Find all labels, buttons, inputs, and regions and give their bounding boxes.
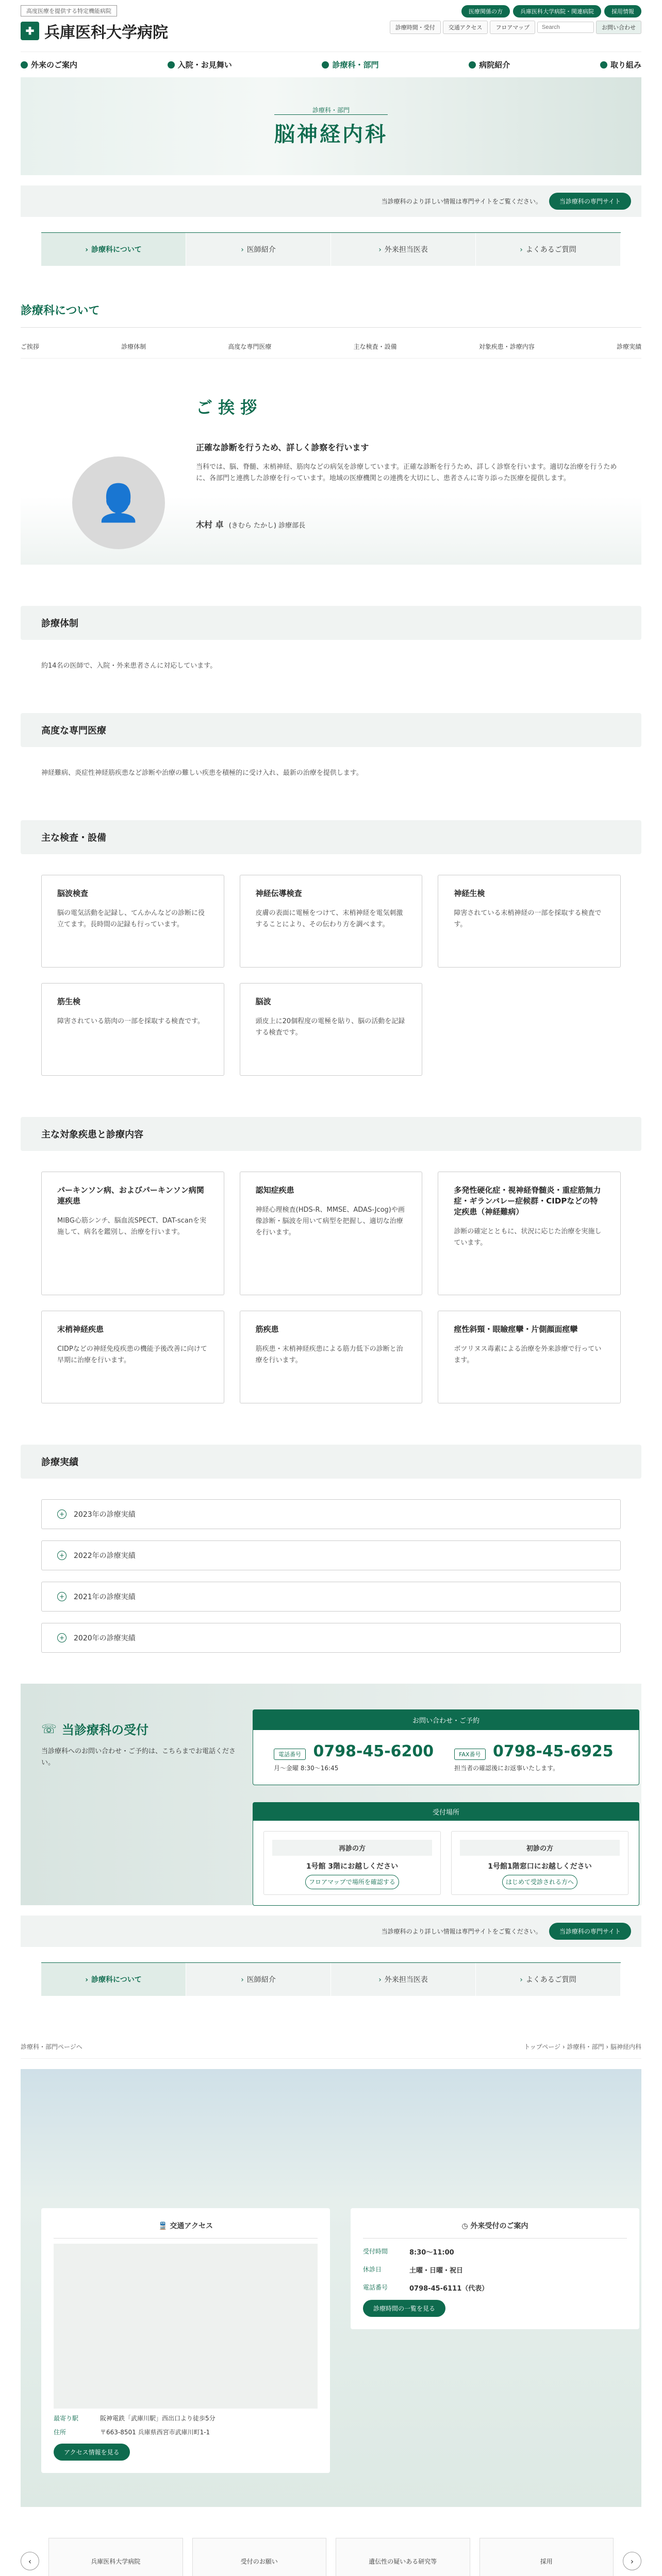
pill-related[interactable]: 兵庫医科大学病院・関連病院	[513, 5, 601, 18]
fax-label: FAX番号	[454, 1749, 485, 1760]
first-visit-button[interactable]: はじめて受診される方へ	[502, 1875, 577, 1889]
plus-icon: +	[57, 1510, 67, 1519]
card-text: ボツリヌス毒素による治療を外来診療で行っています。	[454, 1345, 602, 1364]
next-arrow-icon[interactable]: ›	[623, 2552, 641, 2570]
greeting-lead: 正確な診断を行うため、詳しく診察を行います	[196, 443, 369, 452]
anchor-system[interactable]: 診療体制	[121, 343, 146, 350]
person-icon: 👤	[96, 481, 141, 524]
disease-cards	[41, 1172, 621, 1403]
disease-card	[240, 1172, 423, 1295]
crumb-home[interactable]: トップページ	[524, 2043, 561, 2050]
hours-label: 休診日	[363, 2266, 382, 2273]
section-bar-results: 診療実績	[21, 1445, 641, 1479]
chevron-right-icon: ›	[520, 1976, 523, 1984]
access-button[interactable]: アクセス情報を見る	[54, 2444, 130, 2461]
greeting-signature	[196, 518, 305, 530]
brand-tagline: 高度医療を提供する特定機能病院	[21, 5, 117, 16]
results-2022[interactable]	[41, 1540, 621, 1570]
tab-label: 医師紹介	[246, 1976, 276, 1984]
access-value: 阪神電鉄「武庫川駅」西出口より徒歩5分	[100, 2415, 216, 2422]
disease-card	[438, 1311, 621, 1403]
card-title: 脳波	[255, 997, 271, 1006]
chevron-right-icon: ›	[378, 246, 382, 254]
tab-about[interactable]	[41, 1963, 186, 1996]
results-2021[interactable]	[41, 1582, 621, 1612]
first-visit-col	[451, 1831, 628, 1895]
fax-note: 担当者の確認後にお返事いたします。	[454, 1765, 559, 1772]
disease-card	[41, 1172, 224, 1295]
reception-title	[41, 1720, 237, 1738]
specialty-site-text: 当診療科のより詳しい情報は専門サイトをご覧ください。	[381, 1928, 542, 1935]
banner-item[interactable]: 受付のお願い	[192, 2538, 327, 2576]
banner-item[interactable]: 兵庫医科大学病院	[48, 2538, 183, 2576]
tel-hours: 月〜金曜 8:30〜16:45	[274, 1765, 339, 1772]
anchor-nav	[21, 342, 641, 359]
tab-label: 外来担当医表	[384, 1976, 428, 1984]
card-text: 診断の確定とともに、状況に応じた治療を実施しています。	[454, 1228, 602, 1247]
card-title: 認知症疾患	[255, 1185, 294, 1195]
util-contact[interactable]: お問い合わせ	[596, 21, 641, 34]
chevron-right-icon: ›	[241, 1976, 244, 1984]
logo-text: 兵庫医科大学病院	[44, 24, 168, 42]
card-title: パーキンソン病、およびパーキンソン病関連疾患	[57, 1185, 204, 1206]
exam-card	[41, 875, 224, 968]
gnav-outpatient[interactable]	[21, 59, 77, 70]
tab-label: よくあるご質問	[525, 1976, 576, 1984]
back-link[interactable]: 診療科・部門ページへ	[21, 2043, 82, 2050]
tab-label: よくあるご質問	[525, 246, 576, 254]
tab-label: 外来担当医表	[384, 246, 428, 254]
plus-icon: +	[57, 1551, 67, 1560]
reception-title-text: 当診療科の受付	[62, 1723, 149, 1737]
results-2023[interactable]	[41, 1499, 621, 1529]
card-title: 脳波検査	[57, 889, 89, 898]
hero-banner	[21, 77, 641, 175]
hours-value: 0798-45-6111（代表）	[409, 2285, 489, 2293]
access-title-text: 交通アクセス	[170, 2222, 213, 2230]
site-header	[0, 0, 662, 77]
card-text: CIDPなどの神経免疫疾患の機能予後改善に向けて早期に治療を行います。	[57, 1345, 207, 1364]
anchor-results[interactable]: 診療実績	[616, 343, 641, 350]
card-text: 筋疾患・末梢神経疾患による筋力低下の診断と治療を行います。	[255, 1345, 403, 1364]
hours-value: 8:30〜11:00	[409, 2249, 454, 2257]
gnav-departments[interactable]	[322, 59, 378, 70]
card-title: 痙性斜頸・眼瞼痙攣・片側顔面痙攣	[454, 1325, 578, 1334]
access-section	[21, 2069, 641, 2507]
card-text: 神経心理検査(HDS-R、MMSE、ADAS-Jcog)や画像診断・脳波を用いて病型を把握し、適切な治療を行います。	[255, 1206, 405, 1236]
system-text: 約14名の医師で、入院・外来患者さんに対応しています。	[41, 662, 217, 670]
gnav-label: 取り組み	[610, 60, 641, 70]
section-bar-system: 診療体制	[21, 606, 641, 640]
exam-card	[240, 983, 423, 1076]
disease-card	[240, 1311, 423, 1403]
prev-arrow-icon[interactable]: ‹	[21, 2552, 39, 2570]
tab-faq[interactable]	[476, 233, 621, 266]
reception-place-box	[253, 1802, 639, 1906]
gnav-label: 病院紹介	[479, 60, 510, 70]
access-panel	[41, 2208, 330, 2473]
specialty-site-button[interactable]: 当診療科の専門サイト	[549, 193, 631, 210]
contact-box	[253, 1709, 639, 1785]
search-input[interactable]	[537, 22, 594, 33]
hours-title-text: 外来受付のご案内	[470, 2222, 528, 2230]
access-map[interactable]	[54, 2244, 318, 2409]
exam-cards	[41, 875, 621, 1076]
anchor-greeting[interactable]: ご挨拶	[21, 343, 40, 350]
section-bar-advanced: 高度な専門医療	[21, 713, 641, 747]
specialty-site-bar-2	[21, 1916, 641, 1947]
section-bar-exams: 主な検査・設備	[21, 820, 641, 854]
card-title: 神経生検	[454, 889, 485, 898]
card-text: 脳の電気活動を記録し、てんかんなどの診断に役立てます。長時間の記録も行っています。	[57, 909, 205, 928]
accordion-label: 2022年の診療実績	[74, 1552, 136, 1560]
exam-card	[438, 875, 621, 968]
exam-card	[41, 983, 224, 1076]
clock-icon: ◷	[461, 2222, 468, 2230]
anchor-diseases[interactable]: 対象疾患・診療内容	[478, 343, 535, 350]
tab-doctors[interactable]	[186, 233, 331, 266]
chevron-right-icon: ›	[378, 1976, 382, 1984]
advanced-text: 神経難病、炎症性神経筋疾患など診断や治療の難しい疾患を積極的に受け入れ、最新の治療を提供します。	[41, 769, 363, 777]
gnav-label: 入院・お見舞い	[177, 60, 232, 70]
crumb-current: 脳神経内科	[610, 2043, 641, 2050]
floormap-button[interactable]: フロアマップで場所を確認する	[305, 1875, 399, 1889]
chevron-right-icon: ›	[520, 246, 523, 254]
access-value: 〒663-8501 兵庫県西宮市武庫川町1-1	[100, 2429, 210, 2436]
tab-doctors[interactable]	[186, 1963, 331, 1996]
gnav-about[interactable]	[469, 59, 510, 70]
tab-faq[interactable]	[476, 1963, 621, 1996]
inpatient-icon	[168, 61, 175, 69]
about-icon	[469, 61, 476, 69]
gnav-label: 診療科・部門	[332, 60, 379, 70]
logo-mark-icon: ✚	[21, 22, 39, 40]
card-text: 障害されている筋肉の一部を採取する検査です。	[57, 1018, 204, 1025]
train-icon: 🚆	[158, 2222, 168, 2230]
global-nav	[21, 52, 641, 77]
util-floormap[interactable]: フロアマップ	[490, 21, 535, 34]
util-access[interactable]: 交通アクセス	[443, 21, 488, 34]
gnav-label: 外来のご案内	[31, 60, 78, 70]
site-logo[interactable]	[21, 20, 168, 42]
tab-schedule[interactable]	[331, 233, 476, 266]
doctor-photo	[72, 456, 165, 549]
section-heading: 診療科について	[21, 302, 641, 328]
tab-about[interactable]	[41, 233, 186, 266]
plus-icon: +	[57, 1633, 67, 1642]
hours-title	[363, 2221, 627, 2239]
specialty-site-button[interactable]: 当診療科の専門サイト	[549, 1923, 631, 1940]
specialty-site-bar	[21, 185, 641, 217]
card-title: 末梢神経疾患	[57, 1325, 104, 1334]
hours-button[interactable]: 診療時間の一覧を見る	[363, 2300, 445, 2317]
section-bar-diseases: 主な対象疾患と診療内容	[21, 1117, 641, 1151]
fax-number: 0798-45-6925	[492, 1742, 614, 1760]
card-text: MIBG心筋シンチ、脳血流SPECT、DAT-scanを実施して、病名を鑑別し、治療を行います。	[57, 1217, 207, 1236]
anchor-exams[interactable]: 主な検査・設備	[353, 343, 397, 350]
reception-place-head: 受付場所	[253, 1803, 639, 1821]
tab-label: 診療科について	[91, 1976, 142, 1984]
results-2020[interactable]	[41, 1623, 621, 1653]
pill-medical[interactable]: 医療関係の方	[461, 5, 510, 18]
hours-label: 電話番号	[363, 2284, 388, 2291]
access-label: 住所	[54, 2429, 67, 2436]
tel-label: 電話番号	[274, 1749, 306, 1760]
specialty-site-text: 当診療科のより詳しい情報は専門サイトをご覧ください。	[381, 198, 542, 205]
revisit-heading: 再診の方	[272, 1840, 432, 1856]
accordion-label: 2020年の診療実績	[74, 1634, 136, 1642]
card-title: 神経伝導検査	[255, 889, 302, 898]
page-title: 脳神経内科	[274, 122, 388, 146]
doctor-name: 木村 卓	[196, 520, 224, 530]
banner-item[interactable]: 採用	[479, 2538, 614, 2576]
revisit-place: 1号館 3階にお越しください	[306, 1862, 399, 1871]
disease-card	[41, 1311, 224, 1403]
tab-label: 診療科について	[91, 246, 142, 254]
hero-subtitle: 診療科・部門	[274, 106, 388, 115]
gnav-initiatives[interactable]	[600, 59, 641, 70]
card-title: 筋生検	[57, 997, 81, 1006]
contact-head: お問い合わせ・ご予約	[253, 1710, 639, 1730]
access-title	[54, 2221, 318, 2239]
plus-icon: +	[57, 1592, 67, 1601]
banner-item[interactable]: 遺伝性の疑いある研究等	[336, 2538, 470, 2576]
crumb-departments[interactable]: 診療科・部門	[567, 2043, 604, 2050]
chevron-right-icon: ›	[85, 246, 89, 254]
initiatives-icon	[600, 61, 607, 69]
gnav-inpatient[interactable]	[168, 59, 232, 70]
card-title: 多発性硬化症・視神経脊髄炎・重症筋無力症・ギランバレー症候群・CIDPなどの特定疾患（神経難病）	[454, 1185, 601, 1216]
card-text: 障害されている末梢神経の一部を採取する検査です。	[454, 909, 602, 928]
chevron-right-icon: ›	[241, 246, 244, 254]
card-title: 筋疾患	[255, 1325, 279, 1334]
outpatient-icon	[21, 61, 28, 69]
departments-icon	[322, 61, 329, 69]
first-heading: 初診の方	[460, 1840, 620, 1856]
card-text: 頭皮上に20個程度の電極を貼り、脳の活動を記録する検査です。	[255, 1018, 405, 1037]
tel-number[interactable]: 0798-45-6200	[313, 1742, 434, 1760]
doctor-role: 診療部長	[278, 522, 306, 530]
accordion-label: 2023年の診療実績	[74, 1511, 136, 1519]
anchor-advanced[interactable]: 高度な専門医療	[228, 343, 272, 350]
disease-card	[438, 1172, 621, 1295]
util-hours[interactable]: 診療時間・受付	[390, 21, 441, 34]
revisit-col	[263, 1831, 441, 1895]
tab-label: 医師紹介	[246, 246, 276, 254]
greeting-title: ご 挨 拶	[196, 398, 257, 417]
phone-icon: ☏	[41, 1721, 57, 1736]
hours-value: 土曜・日曜・祝日	[409, 2267, 464, 2275]
card-text: 皮膚の表面に電極をつけて、末梢神経を電気刺激することにより、その伝わり方を調べます。	[255, 909, 403, 928]
accordion-label: 2021年の診療実績	[74, 1593, 136, 1601]
department-tabs	[41, 232, 621, 266]
tab-schedule[interactable]	[331, 1963, 476, 1996]
breadcrumb: 診療科・部門ページへ トップページ › 診療科・部門 › 脳神経内科	[21, 2042, 641, 2059]
hours-label: 受付時間	[363, 2248, 388, 2255]
department-tabs-bottom	[41, 1962, 621, 1996]
hours-panel	[351, 2208, 639, 2329]
first-place: 1号館1階窓口にお越しください	[488, 1862, 592, 1871]
pill-recruit[interactable]: 採用情報	[604, 5, 641, 18]
greeting-body: 当科では、脳、脊髄、末梢神経、筋肉などの病気を診療しています。正確な診断を行うため、詳しく診察を行います。適切な治療を行うために、各部門と連携した診療を行っています。地域の医療機関との連携を大切にし、患者さんに寄り添った医療を提供します。	[196, 463, 617, 482]
reception-text: 当診療科へのお問い合わせ・ご予約は、こちらまでお電話ください。	[41, 1748, 236, 1767]
access-label: 最寄り駅	[54, 2415, 79, 2422]
greeting-section	[21, 395, 641, 565]
results-accordion	[41, 1499, 621, 1653]
doctor-name-kana: (きむら たかし)	[228, 522, 276, 530]
exam-card	[240, 875, 423, 968]
reception-section	[21, 1684, 641, 1905]
chevron-right-icon: ›	[85, 1976, 89, 1984]
banner-row	[21, 2538, 641, 2576]
